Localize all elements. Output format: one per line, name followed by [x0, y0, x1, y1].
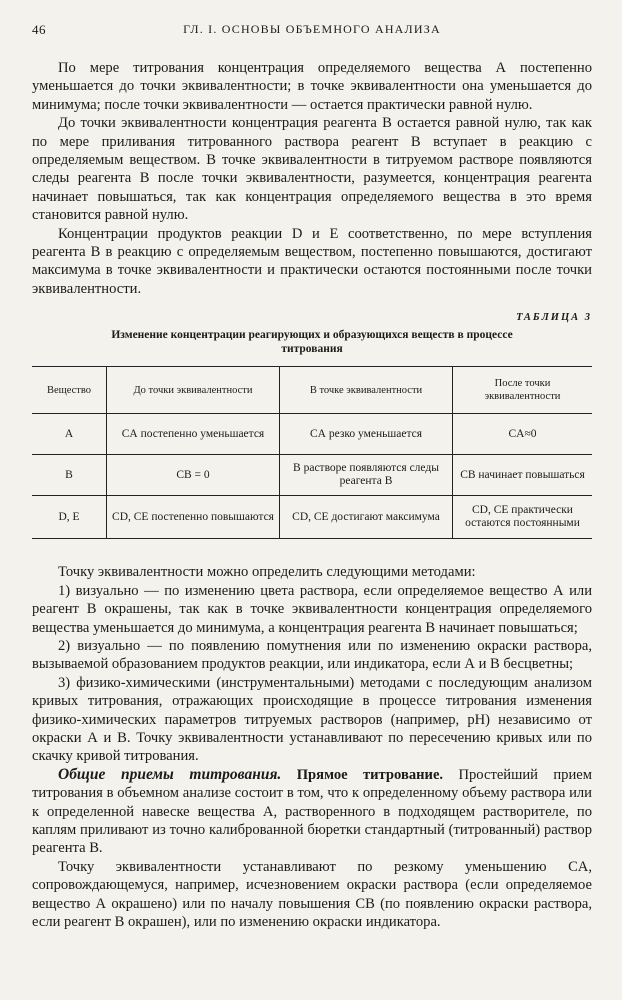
paragraph-method-2: 2) визуально — по появлению помутнения или по изменению окраски раствора, вызываемой образованием продуктов реакции, или индикатора, если А и В бесцветны; [32, 637, 592, 673]
cell-at: В растворе появляются следы реагента В [280, 455, 453, 496]
cell-after: CА≈0 [453, 414, 593, 455]
cell-at: CD, CЕ достигают максимума [280, 496, 453, 539]
running-title: ГЛ. I. ОСНОВЫ ОБЪЕМНОГО АНАЛИЗА [183, 22, 441, 36]
titration-table [32, 366, 592, 539]
table-row [32, 496, 592, 539]
cell-before: CВ = 0 [107, 455, 280, 496]
cell-substance: В [32, 455, 107, 496]
cell-before: CА постепенно уменьшается [107, 414, 280, 455]
paragraph-concentration-a: По мере титрования концентрация определяемого вещества А постепенно уменьшается до точки эквивалентности; в точке эквивалентности она уменьшается до минимума; после точки эквивалентности — остается практически равной нулю. [32, 60, 592, 113]
paragraph-methods-intro: Точку эквивалентности можно определить следующими методами: [58, 564, 476, 581]
cell-after: CВ начинает повышаться [453, 455, 593, 496]
table-row [32, 414, 592, 455]
header-before: До точки эквивалентности [107, 367, 280, 414]
section-heading: Общие приемы титрования. [58, 765, 282, 783]
cell-after: CD, CЕ практически остаются постоянными [453, 496, 593, 539]
table-caption: Изменение концентрации реагирующих и образующихся веществ в процессе титрования [111, 329, 513, 356]
paragraph-method-1: 1) визуально — по изменению цвета раствора, если определяемое вещество А или реагент В окрашены, так как в точке эквивалентности концентрация определяемого вещества уменьшается до минимума, а концентрация реагента В начинает повышаться; [32, 582, 592, 636]
page-header [32, 22, 592, 46]
table-row [32, 455, 592, 496]
book-page [32, 22, 592, 931]
direct-titration-text: Простейший прием титрования в объемном анализе состоит в том, что к определенному объему раствора или к определенной навеске вещества А, растворенного в подходящем растворителе, по каплям приливают из точно калиброванной бюретки стандартный (титрованный) раствор реагента В. [32, 766, 592, 857]
table-header-row [32, 367, 592, 414]
subsection-heading: Прямое титрование. [296, 766, 444, 783]
cell-substance: D, Е [32, 496, 107, 539]
paragraph-method-3: 3) физико-химическими (инструментальными) методами с последующим анализом кривых титрования, отражающих происходящие в процессе титрования изменения физико-химических параметров титруемых растворов (например, pH) независимо от окраски А и В. Точку эквивалентности устанавливают по пересечению кривых или по скачку кривой титрования. [32, 674, 592, 765]
cell-before: CD, CЕ постепенно повышаются [107, 496, 280, 539]
paragraph-reagent-b: До точки эквивалентности концентрация реагента В остается равной нулю, так как по мере приливания титрованного раствора реагент В вступает в реакцию с определяемым веществом. В точке эквивалентности в титруемом растворе появляются следы реагента В после точки эквивалентности, разумеется, концентрация реагента начинает повышаться, так как концентрация определяемого вещества в это время становится равной нулю. [32, 115, 592, 224]
header-substance: Вещество [32, 367, 107, 414]
cell-substance: А [32, 414, 107, 455]
paragraph-equivalence-detection: Точку эквивалентности устанавливают по резкому уменьшению CА, сопровождающемуся, например, исчезновением окраски раствора (если определяемое вещество А окрашено) или по началу повышения CВ (по появлению окраски раствора, если реагент В окрашен), или по изменению окраски индикатора. [32, 858, 592, 930]
table-label: ТАБЛИЦА 3 [516, 312, 592, 324]
cell-at: CА резко уменьшается [280, 414, 453, 455]
paragraph-products: Концентрации продуктов реакции D и Е соответственно, по мере вступления реагента В в реакцию с определяемым веществом, постепенно повышаются, достигают максимума в точке эквивалентности и практически остаются постоянными после точки эквивалентности. [32, 225, 592, 297]
header-after: После точки эквивалентности [453, 367, 593, 414]
header-at: В точке эквивалентности [280, 367, 453, 414]
paragraph-direct-titration [32, 766, 592, 858]
page-number: 46 [32, 22, 46, 37]
